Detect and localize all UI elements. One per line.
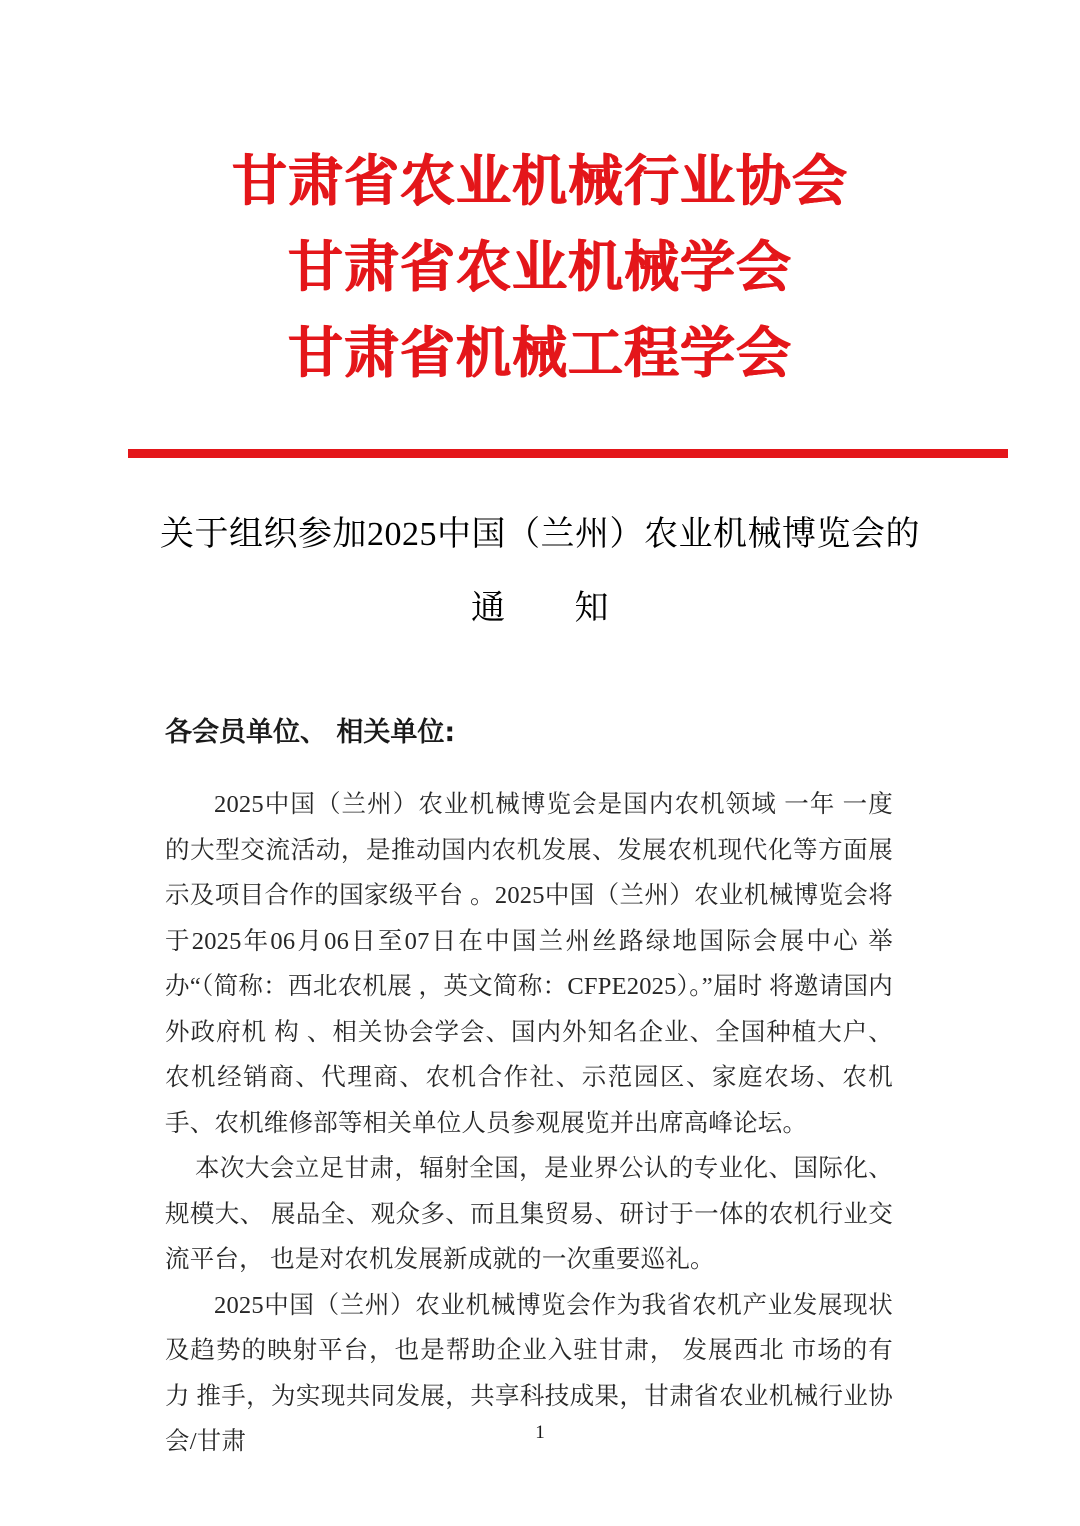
letterhead-line-2: 甘肃省农业机械学会 [287, 235, 792, 299]
letterhead-line-3: 甘肃省机械工程学会 [287, 321, 792, 385]
salutation: 各会员单位、 相关单位: [165, 717, 456, 748]
red-divider-rule [128, 449, 1008, 458]
page-title-line-2: 通 知 [471, 590, 609, 627]
page-title-line-1: 关于组织参加2025中国（兰州）农业机械博览会的 [160, 516, 920, 553]
body-content [165, 782, 893, 1465]
body-paragraph: 本次大会立足甘肃，辐射全国，是业界公认的专业化、国际化、规模大、 展品全、观众多、而且集贸易、研讨于一体的农机行业交流平台， 也是对农机发展新成就的一次重要巡礼。 [165, 1155, 893, 1273]
page-number: 1 [535, 1422, 545, 1443]
body-paragraph: 2025中国（兰州）农业机械博览会作为我省农机产业发展现状及趋势的映射平台，也是帮助企业入驻甘肃， 发展西北 市场的有力 推手，为实现共同发展，共享科技成果，甘肃省农业机械行业协会/甘肃 [165, 1291, 893, 1455]
letterhead-line-1: 甘肃省农业机械行业协会 [231, 149, 848, 213]
letterhead-block [0, 138, 1080, 396]
page-title [0, 498, 1080, 646]
body-paragraph: 2025中国（兰州）农业机械博览会是国内农机领域 一年 一度的大型交流活动，是推动国内农机发展、发展农机现代化等方面展示及项目合作的国家级平台 。2025中国（兰州）农业机械博览会将于2025年06月06日至07日在中国兰州丝路绿地国际会展中心 举办“（简称：西北农机展 ，英文简称：CFPE2025）。”届时 将邀请国内外政府机 构 、相关协会学会、国内外知名企业、全国种植大户、农机经销商、代理商、农机合作社、示范园区、家庭农场、农机手、农机维修部等相关单位人员参观展览并出席高峰论坛。 [165, 791, 893, 1137]
